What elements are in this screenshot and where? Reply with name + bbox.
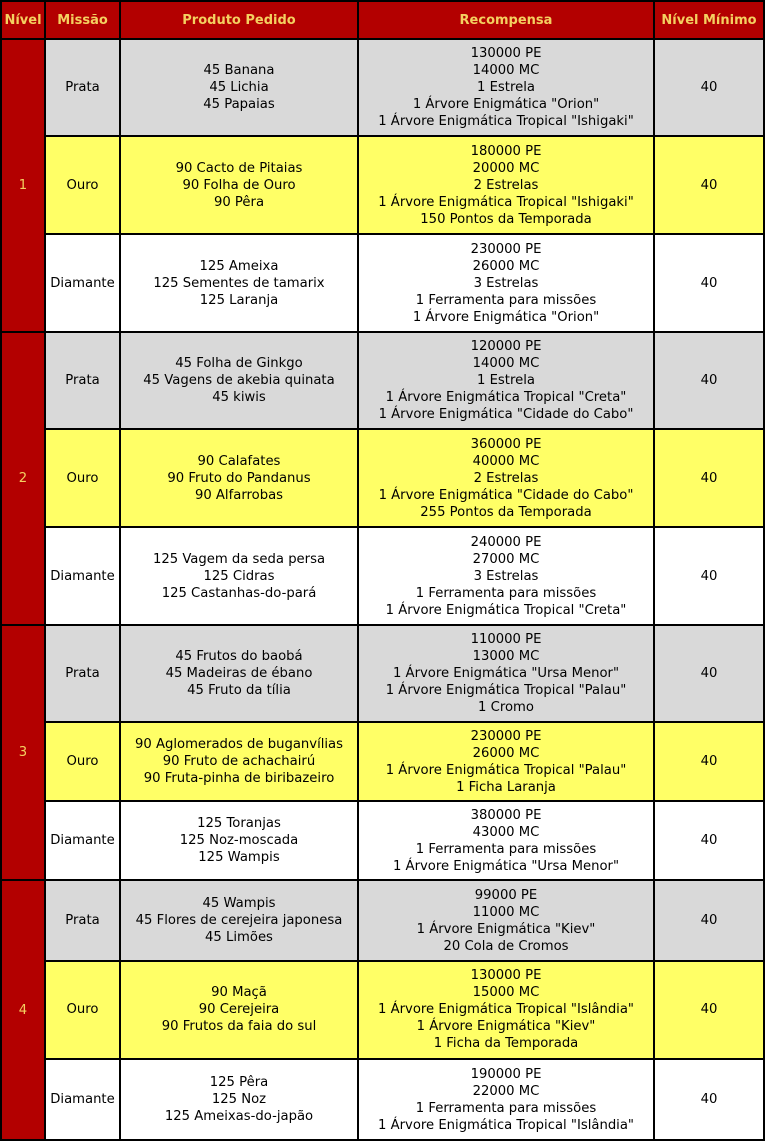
- nivel-minimo-cell: 40: [655, 723, 763, 800]
- produto-item: 90 Frutos da faia do sul: [161, 1019, 317, 1035]
- produto-item: 45 Limões: [205, 930, 273, 946]
- nivel-minimo-cell: 40: [655, 881, 763, 960]
- recompensa-item: 1 Árvore Enigmática Tropical "Ishigaki": [378, 194, 634, 210]
- header-missao: Missão: [46, 2, 119, 38]
- recompensa-item: 1 Árvore Enigmática Tropical "Islândia": [378, 1117, 634, 1133]
- produto-item: 45 Flores de cerejeira japonesa: [135, 913, 343, 929]
- recompensa-item: 11000 MC: [472, 904, 540, 920]
- missao-cell: Diamante: [46, 528, 119, 624]
- header-recompensa: Recompensa: [359, 2, 653, 38]
- recompensa-item: 20000 MC: [472, 160, 540, 176]
- recompensa-item: 130000 PE: [470, 46, 542, 62]
- recompensa-item: 1 Estrela: [477, 373, 535, 389]
- missao-cell: Diamante: [46, 1060, 119, 1139]
- nivel-minimo-cell: 40: [655, 528, 763, 624]
- recompensa-cell: [359, 333, 653, 428]
- produto-cell: [121, 430, 357, 526]
- produto-item: 90 Fruto de achachairú: [162, 754, 316, 770]
- header-nivel-minimo: Nível Mínimo: [655, 2, 763, 38]
- recompensa-cell: [359, 235, 653, 331]
- recompensa-item: 1 Árvore Enigmática "Orion": [412, 309, 600, 325]
- nivel-minimo-cell: 40: [655, 430, 763, 526]
- produto-cell: [121, 626, 357, 721]
- nivel-cell: 1: [2, 40, 44, 331]
- recompensa-item: 150 Pontos da Temporada: [420, 211, 592, 227]
- recompensa-item: 1 Árvore Enigmática "Kiev": [416, 921, 596, 937]
- table-row: [2, 723, 763, 800]
- recompensa-item: 1 Ferramenta para missões: [415, 585, 597, 601]
- recompensa-cell: [359, 1060, 653, 1139]
- produto-item: 125 Laranja: [199, 292, 279, 308]
- produto-item: 125 Wampis: [198, 850, 280, 866]
- header-nivel: Nível: [2, 2, 44, 38]
- missao-cell: Ouro: [46, 137, 119, 233]
- produto-item: 45 Vagens de akebia quinata: [143, 373, 335, 389]
- recompensa-item: 3 Estrelas: [473, 275, 539, 291]
- table-row: [2, 528, 763, 624]
- missao-cell: Ouro: [46, 723, 119, 800]
- nivel-minimo-cell: 40: [655, 235, 763, 331]
- produto-item: 90 Cerejeira: [198, 1002, 280, 1018]
- recompensa-item: 40000 MC: [472, 453, 540, 469]
- produto-cell: [121, 1060, 357, 1139]
- produto-item: 90 Aglomerados de buganvílias: [134, 737, 344, 753]
- recompensa-item: 1 Ficha Laranja: [456, 779, 556, 795]
- table-row: [2, 1060, 763, 1139]
- recompensa-item: 110000 PE: [470, 632, 542, 648]
- produto-item: 125 Toranjas: [197, 816, 281, 832]
- produto-item: 125 Vagem da seda persa: [152, 551, 326, 567]
- table-row: [2, 235, 763, 331]
- produto-item: 125 Castanhas-do-pará: [161, 585, 317, 601]
- recompensa-cell: [359, 962, 653, 1058]
- recompensa-item: 26000 MC: [472, 258, 540, 274]
- recompensa-item: 27000 MC: [472, 551, 540, 567]
- table-row: [2, 333, 763, 428]
- table-row: [2, 802, 763, 879]
- recompensa-item: 1 Ferramenta para missões: [415, 841, 597, 857]
- recompensa-item: 230000 PE: [470, 241, 542, 257]
- nivel-minimo-cell: 40: [655, 333, 763, 428]
- produto-cell: [121, 235, 357, 331]
- recompensa-item: 1 Árvore Enigmática "Cidade do Cabo": [378, 407, 634, 423]
- recompensa-item: 14000 MC: [472, 63, 540, 79]
- produto-cell: [121, 40, 357, 135]
- missao-cell: Prata: [46, 881, 119, 960]
- recompensa-cell: [359, 723, 653, 800]
- nivel-minimo-cell: 40: [655, 962, 763, 1058]
- recompensa-item: 130000 PE: [470, 968, 542, 984]
- produto-item: 90 Fruto do Pandanus: [167, 470, 311, 486]
- recompensa-item: 1 Árvore Enigmática "Ursa Menor": [392, 666, 620, 682]
- nivel-minimo-cell: 40: [655, 626, 763, 721]
- table-row: [2, 40, 763, 135]
- produto-item: 125 Noz-moscada: [179, 833, 299, 849]
- recompensa-item: 240000 PE: [470, 534, 542, 550]
- recompensa-item: 1 Ferramenta para missões: [415, 1100, 597, 1116]
- produto-cell: [121, 723, 357, 800]
- recompensa-cell: [359, 802, 653, 879]
- missao-cell: Ouro: [46, 962, 119, 1058]
- recompensa-item: 380000 PE: [470, 807, 542, 823]
- recompensa-item: 2 Estrelas: [473, 177, 539, 193]
- recompensa-cell: [359, 626, 653, 721]
- recompensa-item: 14000 MC: [472, 356, 540, 372]
- produto-item: 45 Frutos do baobá: [175, 649, 303, 665]
- recompensa-cell: [359, 137, 653, 233]
- recompensa-cell: [359, 528, 653, 624]
- produto-cell: [121, 528, 357, 624]
- recompensa-item: 1 Árvore Enigmática Tropical "Palau": [385, 762, 627, 778]
- recompensa-cell: [359, 881, 653, 960]
- produto-item: 125 Ameixas-do-japão: [164, 1109, 314, 1124]
- produto-item: 45 kiwis: [212, 390, 266, 406]
- nivel-cell: 2: [2, 333, 44, 624]
- missao-cell: Prata: [46, 40, 119, 135]
- produto-item: 90 Fruta-pinha de biribazeiro: [143, 771, 335, 787]
- produto-cell: [121, 137, 357, 233]
- produto-item: 90 Folha de Ouro: [182, 177, 296, 193]
- recompensa-item: 2 Estrelas: [473, 470, 539, 486]
- recompensa-item: 1 Árvore Enigmática "Orion": [412, 97, 600, 113]
- produto-item: 45 Folha de Ginkgo: [175, 356, 303, 372]
- recompensa-item: 190000 PE: [470, 1066, 542, 1082]
- recompensa-item: 360000 PE: [470, 436, 542, 452]
- produto-item: 45 Lichia: [209, 80, 269, 96]
- table-row: [2, 626, 763, 721]
- produto-item: 90 Maçã: [211, 985, 267, 1001]
- missao-cell: Ouro: [46, 430, 119, 526]
- nivel-minimo-cell: 40: [655, 1060, 763, 1139]
- recompensa-item: 1 Árvore Enigmática Tropical "Islândia": [378, 1002, 634, 1018]
- produto-item: 90 Calafates: [197, 453, 281, 469]
- header-row: [2, 2, 763, 38]
- recompensa-item: 1 Árvore Enigmática "Kiev": [416, 1019, 596, 1035]
- missao-cell: Diamante: [46, 802, 119, 879]
- recompensa-item: 99000 PE: [474, 887, 538, 903]
- table-body: [2, 40, 763, 1139]
- produto-cell: [121, 333, 357, 428]
- nivel-minimo-cell: 40: [655, 137, 763, 233]
- recompensa-item: 120000 PE: [470, 339, 542, 355]
- produto-item: 45 Banana: [203, 63, 275, 79]
- nivel-cell: 3: [2, 626, 44, 879]
- produto-cell: [121, 962, 357, 1058]
- table-row: [2, 962, 763, 1058]
- table-row: [2, 430, 763, 526]
- missao-cell: Prata: [46, 333, 119, 428]
- recompensa-cell: [359, 40, 653, 135]
- produto-item: 125 Cidras: [203, 568, 275, 584]
- produto-item: 125 Sementes de tamarix: [153, 275, 325, 291]
- recompensa-item: 26000 MC: [472, 745, 540, 761]
- produto-item: 90 Cacto de Pitaias: [175, 160, 303, 176]
- recompensa-item: 1 Árvore Enigmática "Ursa Menor": [392, 858, 620, 874]
- nivel-minimo-cell: 40: [655, 40, 763, 135]
- nivel-minimo-cell: 40: [655, 802, 763, 879]
- recompensa-item: 1 Árvore Enigmática Tropical "Palau": [385, 683, 627, 699]
- recompensa-item: 15000 MC: [472, 985, 540, 1001]
- recompensa-item: 230000 PE: [470, 728, 542, 744]
- recompensa-item: 1 Cromo: [478, 700, 534, 716]
- produto-cell: [121, 881, 357, 960]
- recompensa-item: 1 Árvore Enigmática Tropical "Creta": [385, 602, 627, 618]
- produto-item: 90 Pêra: [213, 194, 265, 210]
- header-produto: Produto Pedido: [121, 2, 357, 38]
- recompensa-item: 20 Cola de Cromos: [443, 938, 569, 954]
- produto-item: 125 Noz: [211, 1092, 267, 1107]
- produto-item: 125 Pêra: [209, 1075, 269, 1090]
- produto-item: 125 Ameixa: [199, 258, 279, 274]
- produto-item: 45 Papaias: [203, 97, 275, 113]
- produto-item: 45 Fruto da tília: [187, 683, 291, 699]
- table-row: [2, 137, 763, 233]
- recompensa-item: 22000 MC: [472, 1083, 540, 1099]
- recompensa-item: 1 Árvore Enigmática Tropical "Ishigaki": [378, 114, 634, 130]
- recompensa-item: 1 Ferramenta para missões: [415, 292, 597, 308]
- recompensa-cell: [359, 430, 653, 526]
- produto-cell: [121, 802, 357, 879]
- recompensa-item: 1 Estrela: [477, 80, 535, 96]
- missao-cell: Prata: [46, 626, 119, 721]
- recompensa-item: 13000 MC: [472, 649, 540, 665]
- produto-item: 45 Wampis: [202, 896, 276, 912]
- missao-cell: Diamante: [46, 235, 119, 331]
- recompensa-item: 43000 MC: [472, 824, 540, 840]
- recompensa-item: 1 Árvore Enigmática Tropical "Creta": [385, 390, 627, 406]
- recompensa-item: 1 Árvore Enigmática "Cidade do Cabo": [378, 487, 634, 503]
- produto-item: 90 Alfarrobas: [194, 487, 284, 503]
- nivel-cell: 4: [2, 881, 44, 1139]
- recompensa-item: 1 Ficha da Temporada: [433, 1036, 579, 1052]
- table-row: [2, 881, 763, 960]
- recompensa-item: 180000 PE: [470, 143, 542, 159]
- recompensa-item: 255 Pontos da Temporada: [420, 504, 592, 520]
- recompensa-item: 3 Estrelas: [473, 568, 539, 584]
- produto-item: 45 Madeiras de ébano: [165, 666, 313, 682]
